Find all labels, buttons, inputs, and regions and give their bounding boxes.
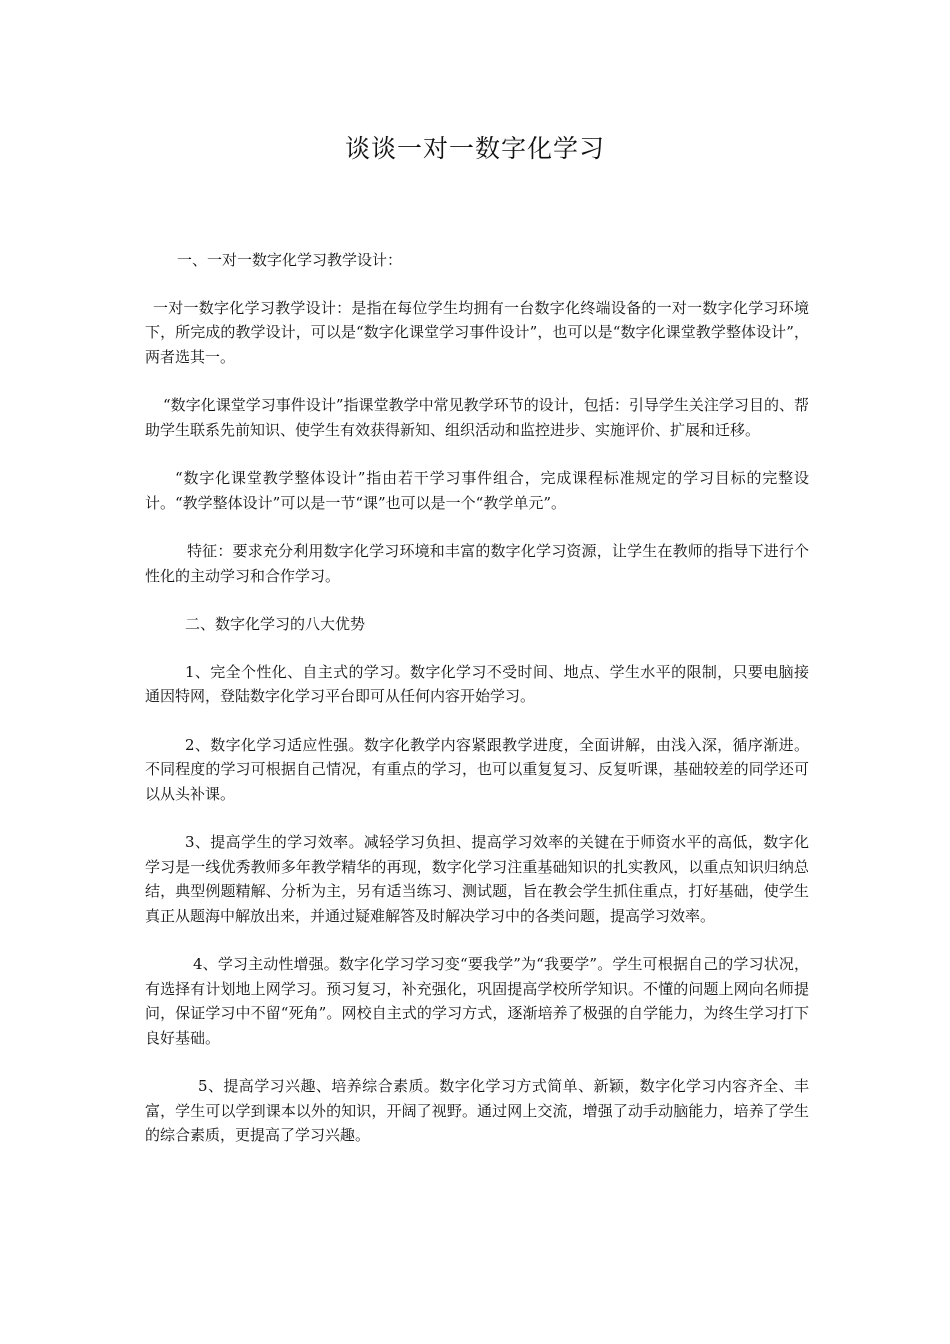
section-heading-2: 二、数字化学习的八大优势: [185, 615, 366, 633]
list-item-5: 5、提高学习兴趣、培养综合素质。数字化学习方式简单、新颖，数字化学习内容齐全、丰富，学生可以学到课本以外的知识，开阔了视野。通过网上交流，增强了动手动脑能力，培养了学生的综合素质，更提高了学习兴趣。: [145, 1077, 809, 1144]
paragraph-overall-design: “数字化课堂教学整体设计”指由若干学习事件组合，完成课程标准规定的学习目标的完整设计。“教学整体设计”可以是一节“课”也可以是一个“教学单元”。: [145, 469, 809, 512]
document-body: [145, 248, 809, 1172]
paragraph-design-definition: 一对一数字化学习教学设计：是指在每位学生均拥有一台数字化终端设备的一对一数字化学习环境下，所完成的教学设计，可以是“数字化课堂学习事件设计”，也可以是“数字化课堂教学整体设计”，两者选其一。: [145, 298, 809, 366]
section-heading-1: 一、一对一数字化学习教学设计：: [177, 251, 403, 269]
list-item-2: 2、数字化学习适应性强。数字化教学内容紧跟教学进度，全面讲解，由浅入深，循序渐进。不同程度的学习可根据自己情况，有重点的学习，也可以重复复习、反复听课，基础较差的同学还可以从头补课。: [145, 735, 809, 803]
paragraph-features: 特征：要求充分利用数字化学习环境和丰富的数字化学习资源，让学生在教师的指导下进行个性化的主动学习和合作学习。: [145, 542, 809, 585]
paragraph-event-design: “数字化课堂学习事件设计”指课堂教学中常见教学环节的设计，包括：引导学生关注学习目的、帮助学生联系先前知识、使学生有效获得新知、组织活动和监控进步、实施评价、扩展和迁移。: [145, 396, 809, 439]
list-item-4: 4、学习主动性增强。数字化学习学习变“要我学”为“我要学”。学生可根据自己的学习状况，有选择有计划地上网学习。预习复习，补充强化，巩固提高学校所学知识。不懂的问题上网向名师提问，保证学习中不留“死角”。网校自主式的学习方式，逐渐培养了极强的自学能力，为终生学习打下良好基础。: [145, 955, 809, 1047]
list-item-1: 1、完全个性化、自主式的学习。数字化学习不受时间、地点、学生水平的限制，只要电脑接通因特网，登陆数字化学习平台即可从任何内容开始学习。: [145, 662, 809, 705]
list-item-3: 3、提高学生的学习效率。减轻学习负担、提高学习效率的关键在于师资水平的高低，数字化学习是一线优秀教师多年教学精华的再现，数字化学习注重基础知识的扎实教风，以重点知识归纳总结，典型例题精解、分析为主，另有适当练习、测试题，旨在教会学生抓住重点，打好基础，使学生真正从题海中解放出来，并通过疑难解答及时解决学习中的各类问题，提高学习效率。: [145, 833, 809, 925]
document-title: 谈谈一对一数字化学习: [344, 134, 605, 163]
